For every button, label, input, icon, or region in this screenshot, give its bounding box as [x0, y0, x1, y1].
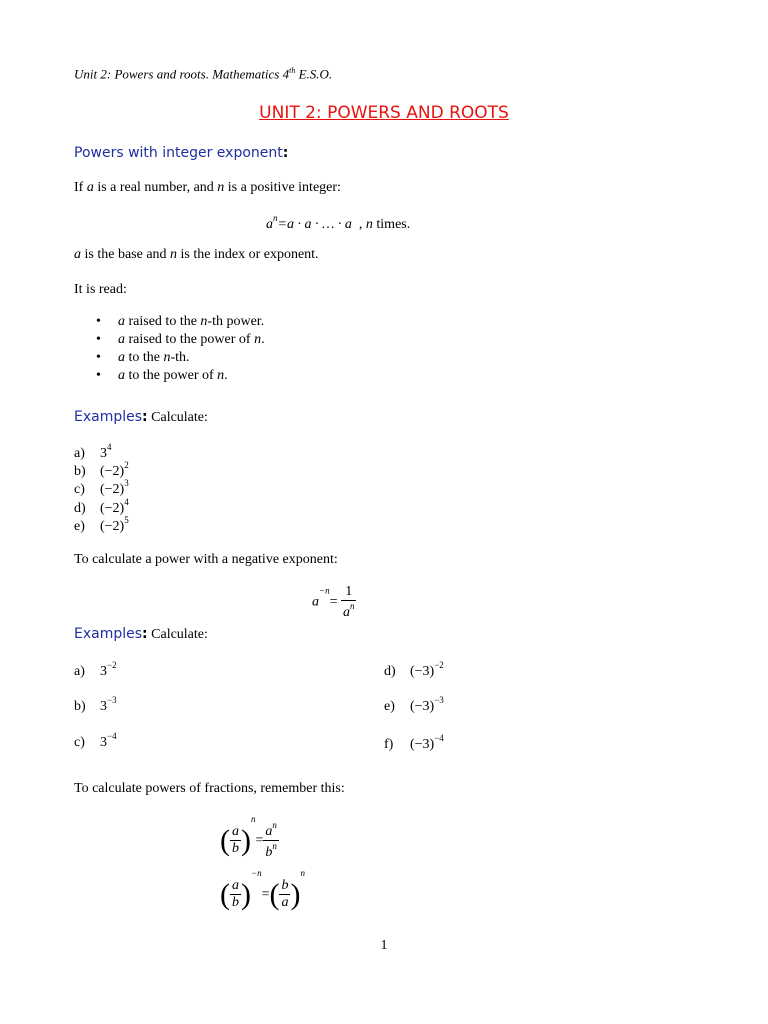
example-item — [74, 497, 129, 517]
list-var: a — [118, 368, 125, 383]
formula-product: =a · a · … · a — [277, 217, 352, 232]
list-var: a — [118, 350, 125, 365]
example-label: d) — [74, 501, 86, 516]
example-label: a) — [74, 664, 85, 679]
example-base: 3 — [100, 664, 107, 679]
fraction-power-rule — [220, 814, 279, 861]
example-item — [74, 695, 117, 715]
example-exp: 3 — [124, 478, 129, 488]
rule2-result-exp: n — [300, 868, 305, 878]
example-item — [74, 442, 112, 462]
examples-heading-2 — [74, 623, 208, 643]
example-exp: 4 — [107, 442, 112, 452]
example-exp: −4 — [434, 733, 444, 743]
example-label: a) — [74, 446, 85, 461]
example-item — [384, 660, 444, 680]
list-text: . — [261, 332, 265, 347]
list-var: n — [200, 314, 208, 329]
list-text: to the power of — [125, 368, 218, 383]
intro-text-2: is a real number, and — [93, 180, 218, 195]
example-exp: −3 — [434, 695, 444, 705]
list-item — [96, 368, 265, 386]
example-base: (−2) — [100, 501, 125, 516]
example-item — [384, 695, 444, 715]
intro-paragraph — [74, 180, 341, 196]
example-label: c) — [74, 482, 85, 497]
right-paren: ) — [241, 877, 251, 911]
examples-colon: : — [142, 626, 148, 642]
rule2-base-fraction — [230, 878, 241, 911]
rule1-result-den — [263, 840, 279, 861]
rule1-den: b — [232, 841, 239, 857]
rule1-equals: = — [255, 832, 264, 848]
example-label: c) — [74, 735, 85, 750]
formula-tail-text: times. — [372, 217, 411, 232]
rule1-exp: n — [251, 814, 256, 824]
rule1-result-den-exp: n — [272, 841, 277, 852]
negative-exponent-formula — [312, 584, 356, 621]
section-heading-text: Powers with integer exponent — [74, 145, 283, 161]
reading-list — [96, 314, 265, 386]
list-item — [96, 350, 265, 368]
list-var: n — [163, 350, 171, 365]
examples-instruction: Calculate: — [147, 410, 208, 425]
header-text: Unit 2: Powers and roots. Mathematics 4 — [74, 66, 290, 82]
example-item — [74, 731, 117, 751]
list-var: n — [254, 332, 262, 347]
example-base: 3 — [100, 735, 107, 750]
rule1-result-num-exp: n — [272, 820, 277, 831]
left-paren: ( — [269, 877, 280, 911]
examples-heading-text: Examples — [74, 626, 143, 642]
rule1-num: a — [232, 824, 239, 840]
example-label: b) — [74, 699, 86, 714]
left-paren: ( — [220, 877, 230, 911]
example-exp: 4 — [124, 497, 129, 507]
example-base: 3 — [100, 699, 107, 714]
example-item — [74, 460, 129, 480]
examples-colon: : — [142, 409, 148, 425]
formula-exponent: n — [273, 213, 278, 223]
neg-formula-den-exp: n — [349, 601, 355, 611]
example-base: (−2) — [100, 519, 125, 534]
example-base: (−2) — [100, 464, 125, 479]
neg-formula-equals: = — [329, 594, 338, 610]
intro-var-n: n — [217, 180, 225, 195]
example-exp: 5 — [124, 515, 129, 525]
header-sup: th — [289, 66, 296, 75]
right-paren: ) — [290, 877, 301, 911]
neg-formula-exp: −n — [319, 585, 330, 596]
base-text-2: is the index or exponent. — [177, 247, 319, 262]
example-base: (−2) — [100, 482, 125, 497]
rule1-result-num — [263, 820, 279, 840]
base-text-1: is the base and — [81, 247, 171, 262]
list-text: raised to the power of — [125, 332, 255, 347]
rule2-equals: = — [261, 886, 270, 902]
list-text: raised to the — [125, 314, 201, 329]
section-heading-powers — [74, 145, 288, 161]
negative-exponent-text: To calculate a power with a negative exponent: — [74, 552, 338, 567]
left-paren: ( — [220, 823, 230, 857]
example-item — [74, 478, 129, 498]
rule1-result-den-base: b — [265, 845, 273, 861]
example-exp: 2 — [124, 460, 129, 470]
rule2-num: a — [232, 878, 239, 894]
rule1-result-num-base: a — [265, 824, 273, 840]
formula-comma: , — [351, 217, 366, 232]
example-exp: −4 — [107, 731, 117, 741]
rule2-result-den: a — [281, 895, 289, 911]
neg-formula-numerator: 1 — [345, 584, 353, 599]
example-label: b) — [74, 464, 86, 479]
examples-instruction: Calculate: — [147, 627, 208, 642]
example-exp: −3 — [107, 695, 117, 705]
list-text: -th. — [170, 350, 190, 365]
example-label: e) — [384, 699, 395, 714]
it-is-read: It is read: — [74, 282, 127, 297]
rule2-den: b — [232, 895, 239, 911]
rule1-base-fraction — [230, 824, 241, 857]
examples-heading-text: Examples — [74, 409, 143, 425]
list-item — [96, 332, 265, 350]
example-base: 3 — [100, 446, 107, 461]
example-item — [74, 660, 117, 680]
neg-formula-denominator — [341, 600, 357, 621]
base-exponent-paragraph — [74, 247, 319, 263]
example-label: d) — [384, 664, 396, 679]
example-base: (−3) — [410, 664, 435, 679]
base-var-n: n — [170, 247, 178, 262]
list-text: . — [224, 368, 228, 383]
rule2-exp: −n — [251, 868, 262, 878]
neg-formula-fraction — [341, 584, 357, 621]
neg-formula-den-base: a — [342, 605, 350, 620]
rule2-result-fraction — [279, 878, 290, 911]
running-header — [74, 66, 332, 82]
example-label: f) — [384, 737, 394, 752]
rule2-result-num: b — [281, 878, 289, 894]
rule1-result-fraction — [263, 820, 279, 861]
example-item — [384, 733, 444, 753]
list-var: a — [118, 332, 125, 347]
header-suffix: E.S.O. — [295, 66, 333, 82]
example-label: e) — [74, 519, 85, 534]
example-item — [74, 515, 129, 535]
neg-formula-base: a — [312, 594, 319, 610]
example-exp: −2 — [434, 660, 444, 670]
example-base: (−3) — [410, 737, 435, 752]
list-item — [96, 314, 265, 332]
example-exp: −2 — [107, 660, 117, 670]
formula-tail-var: n — [365, 217, 373, 232]
example-base: (−3) — [410, 699, 435, 714]
list-text: -th power. — [207, 314, 265, 329]
list-var: n — [217, 368, 225, 383]
intro-var-a: a — [86, 180, 94, 195]
list-var: a — [118, 314, 125, 329]
formula-base: a — [266, 217, 273, 232]
right-paren: ) — [241, 823, 251, 857]
examples-heading-1 — [74, 406, 208, 426]
page-number: 1 — [380, 938, 388, 953]
intro-text-1: If — [74, 180, 87, 195]
fraction-negative-power-rule — [220, 868, 305, 912]
power-definition-formula — [266, 213, 410, 233]
section-heading-colon: : — [282, 145, 289, 161]
fractions-text: To calculate powers of fractions, remember this: — [74, 781, 345, 796]
list-text: to the — [125, 350, 164, 365]
base-var-a: a — [74, 247, 81, 262]
page-title: UNIT 2: POWERS AND ROOTS — [259, 103, 509, 123]
intro-text-3: is a positive integer: — [224, 180, 341, 195]
